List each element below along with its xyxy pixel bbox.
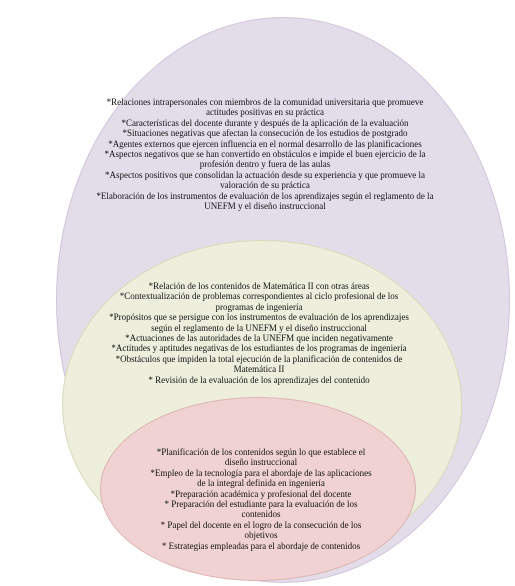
inner-item: *Preparación académica y profesional del docente — [170, 488, 352, 499]
middle-item: *Relación de los contenidos de Matemática II con otras áreas — [148, 281, 370, 291]
outer-item: *Relaciones intrapersonales con miembros de la comunidad universitaria que promueve actitudes positivas en su práctica — [106, 97, 424, 118]
middle-item: *Actitudes y aptitudes negativas de los estudiantes de los programas de ingeniería — [111, 343, 407, 354]
inner-item: * Estrategias empleadas para el abordaje de contenidos — [161, 540, 361, 551]
inner-item: *Empleo de la tecnología para el abordaje de las aplicaciones de la integral definida en ingeniería — [150, 467, 372, 489]
middle-item: *Contextualización de problemas correspondientes al ciclo profesional de los programas de ingeniería — [119, 291, 399, 312]
inner-item: * Papel del docente en el logro de la consecución de los objetivos — [160, 519, 362, 541]
outer-item: *Situaciones negativas que afectan la consecución de los estudios de postgrado — [122, 128, 408, 139]
outer-item: *Aspectos positivos que consolidan la actuación desde su experiencia y que promueve la valoración de su práctica — [105, 169, 425, 191]
inner-item: *Planificación de los contenidos según lo que establece el diseño instruccional — [156, 447, 366, 468]
inner-circle-text — [150, 447, 372, 551]
middle-circle-text — [106, 281, 412, 385]
middle-item: *Actuaciones de las autoridades de la UNEFM que inciden negativamente — [125, 333, 393, 344]
inner-item: * Preparación del estudiante para la evaluación de los contenidos — [164, 499, 358, 520]
middle-item: * Revisión de la evaluación de los aprendizajes del contenido — [148, 374, 370, 385]
outer-item: *Aspectos negativos que se han convertido en obstáculos e impide el buen ejercicio de la profesión dentro y fuera de las aulas — [104, 149, 426, 170]
outer-circle-text — [90, 97, 440, 211]
middle-item: *Propósitos que se persigue con los instrumentos de evaluación de los aprendizajes según el reglamento de la UNEFM y el diseño instruccional — [109, 312, 409, 333]
outer-item: *Elaboración de los instrumentos de evaluación de los aprendizajes según el reglamento de la UNEFM y el diseño instruccional — [96, 190, 434, 212]
outer-item: *Agentes externos que ejercen influencia en el normal desarrollo de las planificaciones — [108, 138, 422, 149]
middle-item: *Obstáculos que impiden la total ejecución de la planificación de contenidos de Matemática II — [115, 353, 403, 375]
outer-item: *Características del docente durante y después de la aplicación de la evaluación — [121, 117, 409, 128]
